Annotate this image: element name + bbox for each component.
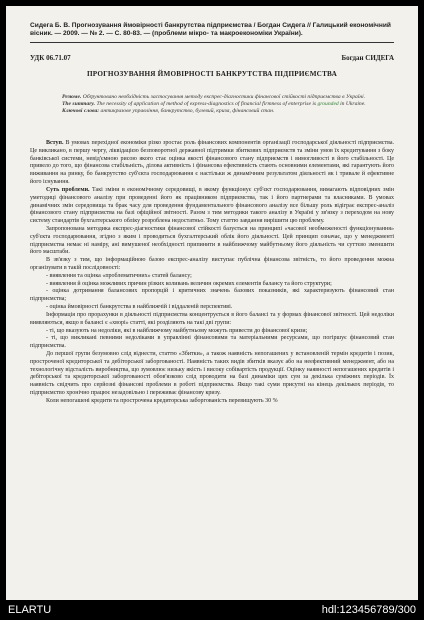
list-item: - ті, що вказують на недоліки, які в найближчому майбутньому можуть привести до фінансової кризи; bbox=[46, 327, 308, 334]
list-item: - ті, що викликані певними недоліками в управлінні фінансовими та матеріальними ресурсами, що погіршує фінансовий стан підприємства. bbox=[30, 335, 394, 350]
list-item: - виявлення та оцінка «проблематичних» статей балансу; bbox=[46, 272, 192, 279]
keywords bbox=[46, 108, 386, 115]
paragraph-problem bbox=[30, 187, 394, 226]
article-title: ПРОГНОЗУВАННЯ ЙМОВІРНОСТІ БАНКРУТСТВА ПІДПРИЄМСТВА bbox=[87, 70, 337, 78]
problem-text: Такі зміни в економічному середовищі, в якому функціонує суб'єкт господарювання, вимагають відповідних змін уметодиці фінансового аналізу при проведенні його як працівником підприємства, так і його партнерами та власниками. В умовах динамічних змін середовища та брак часу для проведення фундаментального фінансового аналізу все більшу роль відіграє експрес-аналіз фінансового стану підприємства на базі офіційної звітності. Разом з тим методики такого аналізу в Україні у зв'язку з переходом на нову систему стандартів бухгалтерського обліку розроблена недостатньо. Тому статтю завдання вирішити цю проблему. bbox=[30, 186, 394, 225]
paragraph: До першої групи безумовно слід віднести, статтю «Збитки», а також наявність непогашених у встановленій термін кредитів і позик, простроченої кредиторської та дебіторської заборгованості. Наявність таких видів збитків вказує або на неефективний менеджмент, або на технологічну відсталість виробництва, що зумовлює низьку якість і високу собівартість продукції. Оцінку наявності непогашених кредитів і дебіторської та кредиторської заборгованості обов'язково слід проводити на базі динаміки цих сум за декілька суміжних періодів. Їх наявність свідчить про серйозні фінансові проблеми в роботі підприємства. Якщо такі суми присутні на кінець декількох періодів, то підприємство хронічно працює незадовільно і переживає фінансову кризу. bbox=[30, 350, 394, 396]
paragraph: Інформація про прорахунки в діяльності підприємства концентрується в його балансі та у формах фінансової звітності. Цей недоліки виявляються, якщо в балансі є «хворі» статті, які розділяють на такі дві групи: bbox=[30, 311, 394, 326]
abstract-block bbox=[46, 94, 386, 115]
repository-name: ELARTU bbox=[8, 604, 52, 616]
handle-identifier: hdl:123456789/300 bbox=[321, 604, 416, 616]
summary-label: The summary. bbox=[62, 101, 96, 108]
intro-text: В умовах перехідної економіки різко зростає роль фінансових компонентів організації господарської діяльності підприємства. Це викликано, в першу чергу, ліквідацією безповоротної державної підтримки збиткових підприємств та зміни умов їх кредитування з боку банківської системи, невід'ємною рисою якого стає оцінка якості фінансового стану підприємств і вимогливості в його стабільності. Це привело до того, що фінансова стабільність, ділова активність і фінансова ефективність стають основними елементами, які гарантують його виживання на ринку, бо банкрутство суб'єкта господарювання є настільки ж динамічним результатом діяльності як і тривале й ефективне його існування. bbox=[30, 140, 394, 186]
keywords-text: антикризове управління, банкрутство, булевий, криза, фінансовий стан. bbox=[99, 108, 275, 115]
document-page bbox=[6, 6, 418, 600]
list-item: - оцінка ймовірності банкрутства в найближчій і віддаленій перспективі. bbox=[46, 304, 233, 311]
list-item: - оцінка дотримання балансових пропорцій і критичних значень базових показників, які характеризують фінансовий стан підприємства; bbox=[30, 288, 394, 303]
list-item: - виявлення й оцінка можливих причин різких коливань величин окремих елементів балансу та його структури; bbox=[46, 280, 332, 287]
citation-header: Сидега Б. В. Прогнозування ймовірності банкрутства підприємства / Богдан Сидега // Галицький економічний вісник. — 2009. — № 2. — С. 80-83. — (проблеми мікро- та макроекономіки України). bbox=[30, 22, 391, 38]
header-divider bbox=[30, 42, 394, 43]
rezume-label: Резюме. bbox=[62, 94, 82, 100]
author-name: Богдан СИДЕГА bbox=[341, 54, 394, 62]
article-body bbox=[30, 140, 394, 406]
paragraph-intro bbox=[30, 140, 394, 187]
rezume-text: Обґрунтовано необхідність застосування методу експрес-діагностики фінансової стійкості підприємства в Україні. bbox=[81, 94, 366, 100]
intro-label: Вступ. bbox=[46, 140, 64, 146]
keywords-label: Ключові слова: bbox=[62, 108, 100, 115]
summary-text-2: in Ukraine. bbox=[338, 101, 366, 108]
udk-code: УДК 06.71.07 bbox=[30, 54, 71, 62]
paragraph: Коли непогашені кредити та прострочена кредиторська заборгованість перевищують 30 % bbox=[46, 397, 278, 404]
problem-label: Суть проблеми. bbox=[46, 186, 90, 193]
paragraph: Запропонована методика експрес-діагностики фінансової стійкості базується на принципі «часової необмеженості функціонування» суб'єкта господарювання, згідно з яким і проводиться бухгалтерський облік його діяльності. Цей принцип означає, що у менеджменті підприємства немає ні наміру, ані вимушеної необхідності припинити в найближчому майбутньому його діяльність чи суттєво зменшити його масштаби. bbox=[30, 225, 394, 256]
paragraph: В зв'язку з тим, що інформаційною базою експрес-аналізу виступає публічна фінансова звітність, то його проведення можна організувати в такій послідовності: bbox=[30, 257, 394, 271]
summary-highlight: grounded bbox=[317, 101, 339, 108]
summary-text-1: The necessity of application of method of express-diagnostics of financial firmness of enterprise is bbox=[95, 101, 318, 108]
